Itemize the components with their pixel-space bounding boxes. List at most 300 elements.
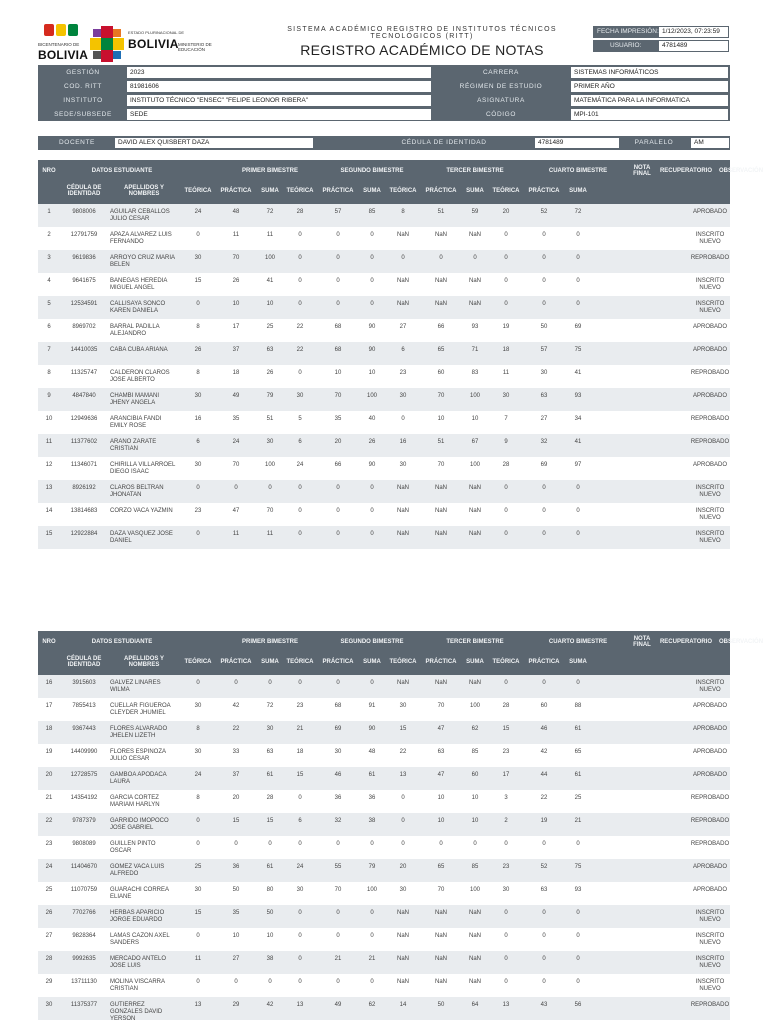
grade-teorica: 0 (298, 370, 302, 376)
grade-suma: NaN (468, 508, 481, 514)
grade-suma: 100 (469, 703, 480, 709)
header-suma: SUMA (261, 659, 279, 665)
grade-teorica: 30 (399, 393, 407, 399)
grade-teorica: 9 (504, 439, 508, 445)
grade-suma: 51 (266, 416, 274, 422)
grade-suma: 97 (574, 462, 582, 468)
grade-suma: 67 (471, 439, 479, 445)
grade-teorica: 21 (296, 726, 304, 732)
system-title: SISTEMA ACADÉMICO REGISTRO DE INSTITUTOS TÉCNICOS TECNOLÓGICOS (RITT) (287, 26, 557, 40)
grade-teorica: 25 (194, 864, 202, 870)
grade-suma: 0 (370, 680, 374, 686)
table-row (38, 813, 730, 836)
grade-practica: 70 (334, 887, 342, 893)
grade-suma: 0 (576, 680, 580, 686)
header-practica: PRÁCTICA (220, 659, 252, 665)
student-ci: 14410035 (70, 347, 98, 353)
observation (680, 864, 740, 871)
grade-teorica: 0 (504, 508, 508, 514)
grade-suma: 0 (370, 301, 374, 307)
grade-suma: 72 (266, 703, 274, 709)
header-b3: TERCER BIMESTRE (446, 168, 504, 174)
grade-teorica: 30 (194, 703, 202, 709)
grade-suma: 41 (574, 370, 582, 376)
grade-practica: 35 (232, 910, 240, 916)
header-nro: NRO (42, 168, 56, 174)
student-name-line: JHELEN LIZETH (110, 733, 156, 739)
table-row (38, 319, 730, 342)
docente-value: DAVID ALEX QUISBERT DAZA (115, 138, 313, 148)
grade-teorica: 3 (504, 795, 508, 801)
observation (680, 910, 740, 924)
grade-practica: 37 (232, 347, 240, 353)
grade-practica: 10 (232, 301, 240, 307)
header-nombres-2: NOMBRES (128, 662, 160, 668)
table-row (38, 273, 730, 296)
student-name-line: DIEGO ISAAC (110, 469, 150, 475)
docente-label: DOCENTE (59, 139, 95, 146)
row-number: 1 (47, 209, 51, 215)
info-row-instituto (39, 94, 729, 107)
student-name (110, 462, 190, 476)
grade-teorica: 0 (504, 531, 508, 537)
observation (680, 508, 740, 522)
grade-practica: 0 (439, 255, 443, 261)
student-name-line: GAMBOA APODACA (110, 772, 167, 778)
paralelo-value: AM (691, 138, 729, 148)
student-name-line: MOLINA VISCARRA (110, 979, 166, 985)
grade-teorica: 0 (504, 979, 508, 985)
grade-teorica: 23 (296, 703, 304, 709)
student-ci: 12791759 (70, 232, 98, 238)
table-row (38, 250, 730, 273)
row-number: 5 (47, 301, 51, 307)
grade-practica: 44 (540, 772, 548, 778)
grade-teorica: 19 (502, 324, 510, 330)
grade-suma: 72 (574, 209, 582, 215)
grade-practica: 57 (540, 347, 548, 353)
grade-suma: 0 (576, 933, 580, 939)
grade-practica: 20 (232, 795, 240, 801)
header-nombres-1: APELLIDOS Y (124, 656, 164, 662)
student-ci: 14409990 (70, 749, 98, 755)
student-ci: 13711130 (71, 979, 97, 985)
student-ci: 13814683 (70, 508, 98, 514)
table-row (38, 951, 730, 974)
grade-suma: 11 (266, 531, 274, 537)
student-ci: 7855413 (72, 703, 96, 709)
table-row (38, 480, 730, 503)
table-row (38, 974, 730, 997)
estado-small-text: ESTADO PLURINACIONAL DE (128, 30, 185, 35)
grade-practica: 43 (540, 1002, 548, 1008)
grade-teorica: 23 (194, 508, 202, 514)
grade-teorica: 8 (196, 795, 200, 801)
grade-teorica: 30 (399, 703, 407, 709)
table-row (38, 698, 730, 721)
observation-line: APROBADO (692, 864, 727, 870)
grade-suma: 0 (576, 841, 580, 847)
header-nombres-1: APELLIDOS Y (124, 185, 164, 191)
grade-practica: 32 (540, 439, 548, 445)
student-name (110, 209, 190, 223)
grade-teorica: 0 (298, 278, 302, 284)
grades-table-page-1 (38, 160, 764, 549)
grade-suma: 0 (576, 508, 580, 514)
grade-teorica: 8 (196, 370, 200, 376)
grade-teorica: NaN (396, 979, 409, 985)
student-name-line: CRISTIAN (110, 986, 139, 992)
grade-teorica: 0 (401, 841, 405, 847)
student-name-line: GOMEZ VACA LUIS (110, 864, 165, 870)
observation (680, 703, 740, 710)
observation (680, 887, 740, 894)
student-name-line: BANEGAS HEREDIA (110, 278, 168, 284)
grade-suma: 88 (574, 703, 582, 709)
student-name (110, 439, 190, 453)
codigo-label: CÓDIGO (486, 111, 516, 118)
grade-practica: 66 (334, 462, 342, 468)
student-name-line: ELIANE (110, 894, 132, 900)
grade-practica: 33 (232, 749, 240, 755)
grade-teorica: 14 (399, 1002, 407, 1008)
grade-teorica: 11 (502, 370, 510, 376)
header-b2: SEGUNDO BIMESTRE (340, 168, 404, 174)
student-name-line: GUARACHI CORREA (110, 887, 170, 893)
grade-suma: 63 (266, 347, 274, 353)
grade-suma: 85 (368, 209, 376, 215)
print-date-value: 1/12/2023, 07:23:59 (659, 27, 728, 37)
grade-suma: 91 (368, 703, 376, 709)
grade-practica: 65 (437, 864, 445, 870)
grade-practica: 0 (542, 508, 546, 514)
student-name-line: MARIAM HARLYN (110, 802, 160, 808)
student-name (110, 772, 190, 786)
row-number: 29 (45, 979, 53, 985)
student-name (110, 726, 190, 740)
grade-practica: 0 (542, 278, 546, 284)
grade-practica: 22 (232, 726, 240, 732)
observation-line: NUEVO (699, 285, 721, 291)
observation (680, 232, 740, 246)
student-name-line: CRISTIAN (110, 446, 139, 452)
grade-teorica: 24 (194, 772, 202, 778)
grade-practica: 70 (437, 887, 445, 893)
grade-suma: 0 (576, 531, 580, 537)
sede-value: SEDE (127, 109, 431, 120)
asignatura-label: ASIGNATURA (477, 97, 525, 104)
row-number: 25 (45, 887, 53, 893)
grade-teorica: 6 (196, 439, 200, 445)
grade-suma: 25 (266, 324, 274, 330)
header-practica: PRÁCTICA (220, 188, 252, 194)
student-name-line: APAZA ALVAREZ LUIS (110, 232, 172, 238)
grade-practica: 10 (334, 370, 342, 376)
grade-teorica: 20 (399, 864, 407, 870)
grade-teorica: 0 (504, 301, 508, 307)
table-row (38, 204, 730, 227)
grade-teorica: 30 (194, 749, 202, 755)
student-name-line: MIGUEL ANGEL (110, 285, 155, 291)
student-name-line: CALLISAYA SONCO (110, 301, 166, 307)
grade-suma: 0 (370, 910, 374, 916)
header-practica: PRÁCTICA (528, 659, 560, 665)
grade-teorica: 30 (194, 887, 202, 893)
header-suma: SUMA (569, 188, 587, 194)
grade-teorica: 0 (298, 508, 302, 514)
grade-practica: 70 (232, 255, 240, 261)
row-number: 17 (45, 703, 53, 709)
observation-line: INSCRITO (695, 910, 725, 916)
grade-suma: 38 (266, 956, 274, 962)
header-suma: SUMA (466, 188, 484, 194)
grade-teorica: 0 (196, 232, 200, 238)
grade-suma: 10 (471, 818, 479, 824)
grade-practica: 50 (437, 1002, 445, 1008)
grade-practica: 60 (540, 703, 548, 709)
grade-teorica: 0 (196, 680, 200, 686)
header-b2: SEGUNDO BIMESTRE (340, 639, 404, 645)
header-teorica: TEÓRICA (389, 659, 417, 665)
grade-practica: 0 (542, 485, 546, 491)
grade-suma: 72 (266, 209, 274, 215)
grade-suma: NaN (468, 531, 481, 537)
grade-practica: 0 (542, 956, 546, 962)
grade-teorica: 15 (194, 278, 202, 284)
grade-suma: 30 (266, 726, 274, 732)
grade-suma: 61 (266, 864, 274, 870)
grade-practica: 66 (437, 324, 445, 330)
grade-suma: 15 (266, 818, 274, 824)
ci-label: CÉDULA DE IDENTIDAD (401, 139, 487, 146)
grade-practica: NaN (434, 508, 447, 514)
student-name-line: JHENY ANGELA (110, 400, 156, 406)
student-name (110, 933, 190, 947)
header-nota-final-1: NOTA (633, 165, 651, 171)
observation-line: INSCRITO (695, 232, 725, 238)
grade-suma: 0 (576, 979, 580, 985)
student-name-line: CHIRILLA VILLARROEL (110, 462, 176, 468)
grade-teorica: 0 (504, 956, 508, 962)
grade-teorica: 13 (502, 1002, 510, 1008)
row-number: 6 (47, 324, 51, 330)
grade-teorica: 22 (296, 347, 304, 353)
grade-suma: 75 (574, 347, 582, 353)
row-number: 2 (47, 232, 51, 238)
grade-suma: 100 (264, 255, 275, 261)
header-practica: PRÁCTICA (528, 188, 560, 194)
grade-teorica: 15 (399, 726, 407, 732)
grade-teorica: 0 (504, 910, 508, 916)
grade-suma: 0 (370, 841, 374, 847)
header-ci-2: IDENTIDAD (67, 191, 101, 197)
table-row (38, 790, 730, 813)
header-observacion: OBSERVACIÓN (718, 639, 764, 645)
student-name-line: KAREN DANIELA (110, 308, 159, 314)
grade-suma: 0 (370, 255, 374, 261)
table-row (38, 767, 730, 790)
grade-suma: 0 (576, 255, 580, 261)
observation (680, 462, 740, 469)
grade-practica: NaN (434, 680, 447, 686)
grade-teorica: 0 (504, 485, 508, 491)
student-name (110, 508, 190, 515)
grade-teorica: NaN (396, 301, 409, 307)
grade-practica: 49 (232, 393, 240, 399)
bicentenario-small-text: BICENTENARIO DE (38, 42, 80, 47)
student-name-line: ALFREDO (110, 871, 139, 877)
grade-suma: 25 (574, 795, 582, 801)
grade-teorica: 0 (401, 255, 405, 261)
table-row (38, 388, 730, 411)
grade-suma: 100 (264, 462, 275, 468)
student-ci: 12922884 (70, 531, 98, 537)
observation-line: APROBADO (692, 726, 727, 732)
observation (680, 772, 740, 779)
observation (680, 301, 740, 315)
grade-suma: 36 (368, 795, 376, 801)
grade-teorica: 0 (504, 278, 508, 284)
grade-practica: NaN (434, 956, 447, 962)
row-number: 15 (45, 531, 53, 537)
observation-line: REPROBADO (690, 370, 730, 376)
grade-teorica: 0 (504, 680, 508, 686)
bicentenario-emblem-icon (44, 24, 78, 38)
student-name-line: GUILLEN PINTO (110, 841, 156, 847)
student-name (110, 255, 190, 269)
header-suma: SUMA (363, 659, 381, 665)
student-name (110, 887, 190, 901)
grade-suma: 0 (268, 680, 272, 686)
grade-suma: 75 (574, 864, 582, 870)
grade-teorica: 30 (399, 887, 407, 893)
table-row (38, 882, 730, 905)
table-row (38, 227, 730, 250)
grade-practica: 0 (542, 301, 546, 307)
observation-line: APROBADO (692, 887, 727, 893)
grade-suma: 10 (471, 795, 479, 801)
grade-suma: 71 (471, 347, 479, 353)
asignatura-value: MATEMÁTICA PARA LA INFORMATICA (571, 95, 728, 106)
grade-teorica: NaN (396, 508, 409, 514)
student-name (110, 416, 190, 430)
student-name (110, 864, 190, 878)
grade-teorica: 23 (502, 749, 510, 755)
grade-practica: 22 (540, 795, 548, 801)
observation-line: APROBADO (692, 393, 727, 399)
grade-suma: 90 (368, 324, 376, 330)
observation-line: INSCRITO (695, 979, 725, 985)
info-row-ritt (39, 80, 729, 93)
grade-practica: 0 (542, 979, 546, 985)
header-b1: PRIMER BIMESTRE (241, 639, 298, 645)
grade-teorica: 8 (401, 209, 405, 215)
info-row-gestion (39, 66, 729, 79)
observation (680, 818, 740, 825)
student-name-line: ARANCIBIA FANDI (110, 416, 162, 422)
grade-suma: 61 (574, 772, 582, 778)
grade-practica: 20 (334, 439, 342, 445)
grade-suma: NaN (468, 278, 481, 284)
observation-line: REPROBADO (690, 841, 730, 847)
cod-ritt-label: COD. RITT (64, 83, 102, 90)
grade-suma: 100 (469, 393, 480, 399)
grade-suma: 50 (266, 910, 274, 916)
grade-suma: 59 (471, 209, 479, 215)
grade-practica: 0 (542, 910, 546, 916)
grade-suma: 21 (368, 956, 376, 962)
grade-teorica: 28 (296, 209, 304, 215)
grade-practica: 21 (334, 956, 342, 962)
info-row-sede (39, 108, 729, 121)
table-row (38, 836, 730, 859)
table-row (38, 434, 730, 457)
bicentenario-big-text: BOLIVIA (38, 48, 89, 62)
grade-suma: 79 (266, 393, 274, 399)
student-name (110, 232, 190, 246)
grade-practica: 0 (234, 979, 238, 985)
grade-practica: 11 (232, 531, 240, 537)
student-ci: 11375377 (70, 1002, 98, 1008)
grade-suma: NaN (468, 485, 481, 491)
student-name-line: OSCAR (110, 848, 132, 854)
student-ci: 11377602 (70, 439, 98, 445)
grade-teorica: 0 (504, 255, 508, 261)
student-ci: 11070759 (70, 887, 98, 893)
document-title: REGISTRO ACADÉMICO DE NOTAS (300, 42, 544, 58)
student-ci: 12534591 (70, 301, 98, 307)
grade-practica: 15 (232, 818, 240, 824)
student-name (110, 531, 190, 545)
student-name-line: JOSE GABRIEL (110, 825, 154, 831)
grade-practica: 29 (232, 1002, 240, 1008)
observation-line: INSCRITO (695, 508, 725, 514)
student-name (110, 703, 190, 717)
observation-line: NUEVO (699, 492, 721, 498)
grade-practica: NaN (434, 301, 447, 307)
grade-teorica: 15 (296, 772, 304, 778)
student-name (110, 1002, 190, 1023)
grade-practica: 69 (540, 462, 548, 468)
grade-suma: 79 (368, 864, 376, 870)
grade-teorica: 0 (298, 680, 302, 686)
grade-suma: 63 (266, 749, 274, 755)
grade-teorica: 0 (298, 795, 302, 801)
grade-practica: 35 (334, 416, 342, 422)
grade-practica: 32 (334, 818, 342, 824)
grade-suma: 70 (266, 508, 274, 514)
observation (680, 439, 740, 446)
grade-teorica: 0 (298, 910, 302, 916)
grade-teorica: 24 (194, 209, 202, 215)
student-name-line: CLEYDER JHUMIEL (110, 710, 166, 716)
header-nro: NRO (42, 639, 56, 645)
header-suma: SUMA (569, 659, 587, 665)
grade-teorica: 6 (401, 347, 405, 353)
grade-practica: 0 (336, 301, 340, 307)
row-number: 16 (45, 680, 53, 686)
student-name (110, 818, 190, 832)
grade-suma: 0 (576, 956, 580, 962)
header-nota-final-1: NOTA (633, 636, 651, 642)
grade-teorica: 20 (502, 209, 510, 215)
grade-practica: 0 (336, 933, 340, 939)
row-number: 21 (45, 795, 53, 801)
grade-suma: NaN (468, 680, 481, 686)
grade-practica: 46 (334, 772, 342, 778)
table-row (38, 296, 730, 319)
grade-suma: 0 (268, 841, 272, 847)
